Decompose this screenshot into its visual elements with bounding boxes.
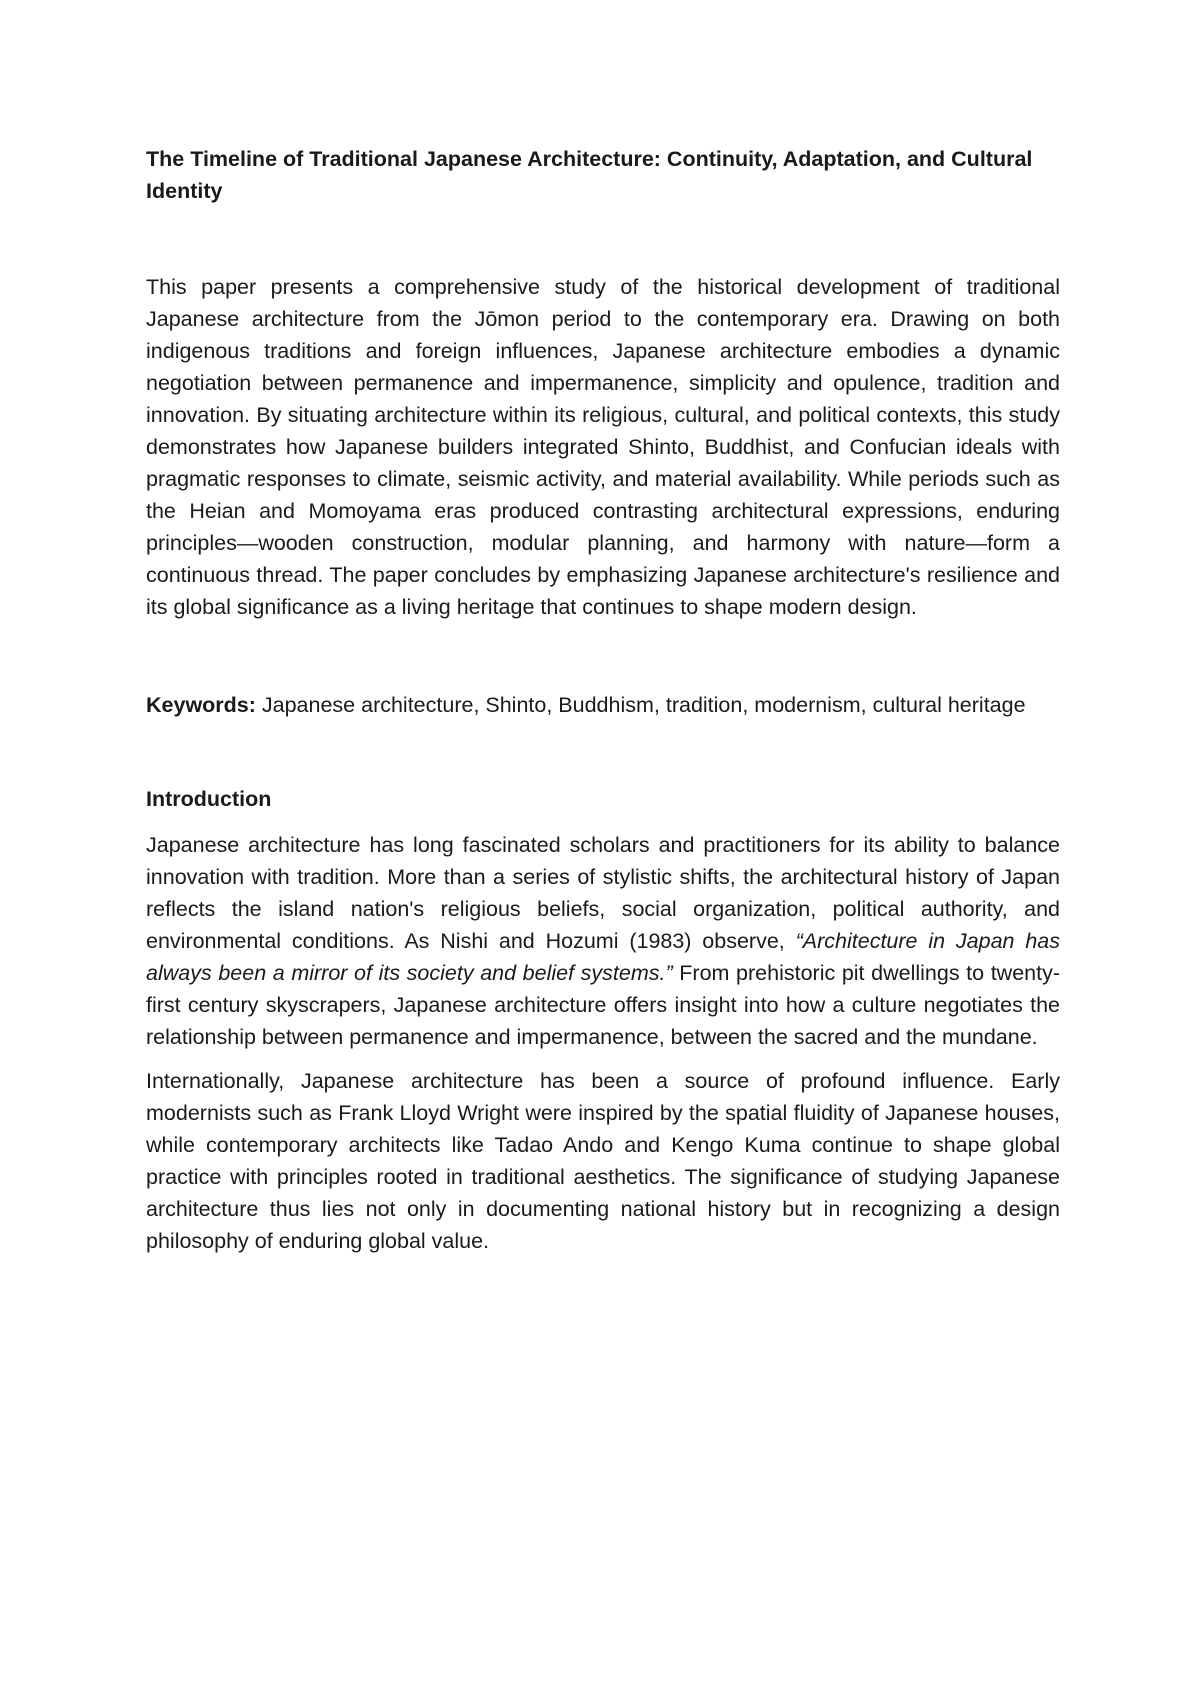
introduction-paragraph-1 — [146, 829, 1060, 1053]
introduction-paragraph-2: Internationally, Japanese architecture has been a source of profound influence. Early modernists such as Frank Lloyd Wright were inspired by the spatial fluidity of Japanese houses, while contemporary architects like Tadao Ando and Kengo Kuma continue to shape global practice with principles rooted in traditional aesthetics. The significance of studying Japanese architecture thus lies not only in documenting national history but in recognizing a design philosophy of enduring global value. — [146, 1069, 1060, 1253]
document-page — [146, 143, 1060, 1257]
intro-text-after-quote: From prehistoric pit dwellings to twenty-first century skyscrapers, Japanese architecture offers insight into how a culture negotiates the relationship between permanence and impermanence, between the sacred and the mundane. — [146, 961, 1061, 1049]
keywords-label: Keywords: — [146, 693, 256, 717]
keywords-text: Japanese architecture, Shinto, Buddhism, tradition, modernism, cultural heritage — [255, 693, 1026, 717]
abstract-paragraph: This paper presents a comprehensive study of the historical development of traditional Japanese architecture from the Jōmon period to the contemporary era. Drawing on both indigenous traditions and foreign influences, Japanese architecture embodies a dynamic negotiation between permanence and impermanence, simplicity and opulence, tradition and innovation. By situating architecture within its religious, cultural, and political contexts, this study demonstrates how Japanese builders integrated Shinto, Buddhist, and Confucian ideals with pragmatic responses to climate, seismic activity, and material availability. While periods such as the Heian and Momoyama eras produced contrasting architectural expressions, enduring principles—wooden construction, modular planning, and harmony with nature—form a continuous thread. The paper concludes by emphasizing Japanese architecture's resilience and its global significance as a living heritage that continues to shape modern design. — [146, 275, 1060, 619]
introduction-heading: Introduction — [146, 787, 272, 811]
keywords-line — [146, 689, 1060, 721]
intro-quote: “Architecture in Japan has always been a mirror of its society and belief systems.” — [146, 929, 1060, 985]
paper-title: The Timeline of Traditional Japanese Architecture: Continuity, Adaptation, and Cultural Identity — [146, 147, 1033, 203]
intro-text-before-quote: Japanese architecture has long fascinated scholars and practitioners for its ability to balance innovation with tradition. More than a series of stylistic shifts, the architectural history of Japan reflects the island nation's religious beliefs, social organization, political authority, and environmental conditions. As Nishi and Hozumi (1983) observe, — [146, 833, 1060, 953]
